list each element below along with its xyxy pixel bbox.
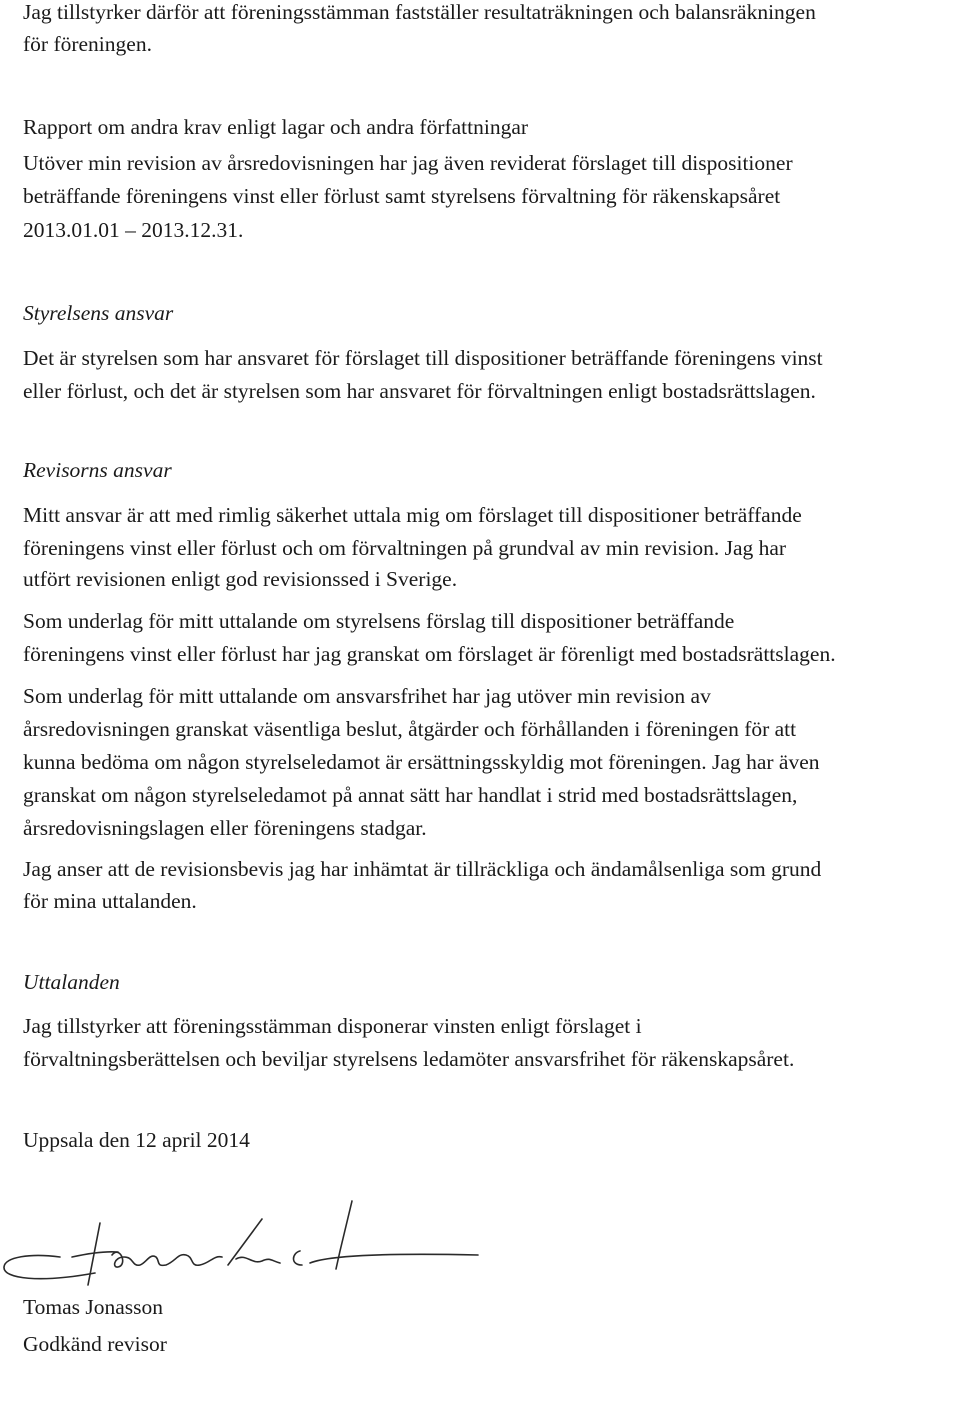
auditor-p1-line-3: utfört revisionen enligt god revisionssed i Sverige. xyxy=(23,567,458,591)
auditor-p3-line-1: Som underlag för mitt uttalande om ansvarsfrihet har jag utöver min revision av xyxy=(23,684,711,708)
intro-line-1: Jag tillstyrker därför att föreningsstämman fastställer resultaträkningen och balansräkningen xyxy=(23,0,816,24)
report-line-3: 2013.01.01 – 2013.12.31. xyxy=(23,218,244,242)
board-line-1: Det är styrelsen som har ansvaret för förslaget till dispositioner beträffande föreningens vinst xyxy=(23,346,823,370)
auditor-p1-line-1: Mitt ansvar är att med rimlig säkerhet uttala mig om förslaget till dispositioner beträffande xyxy=(23,503,802,527)
board-line-2: eller förlust, och det är styrelsen som har ansvaret för förvaltningen enligt bostadsrättslagen. xyxy=(23,379,816,403)
auditor-p4-line-2: för mina uttalanden. xyxy=(23,889,197,913)
section-title-other-requirements: Rapport om andra krav enligt lagar och andra författningar xyxy=(23,115,529,139)
auditor-p3-line-3: kunna bedöma om någon styrelseledamot är ersättningsskyldig mot föreningen. Jag har även xyxy=(23,750,820,774)
heading-statements: Uttalanden xyxy=(23,970,120,994)
auditor-p4-line-1: Jag anser att de revisionsbevis jag har inhämtat är tillräckliga och ändamålsenliga som grund xyxy=(23,857,822,881)
auditor-p3-line-4: granskat om någon styrelseledamot på annat sätt har handlat i strid med bostadsrättslagen, xyxy=(23,783,798,807)
heading-auditor-responsibility: Revisorns ansvar xyxy=(23,458,172,482)
place-date: Uppsala den 12 april 2014 xyxy=(23,1128,250,1152)
signer-name: Tomas Jonasson xyxy=(23,1295,164,1319)
auditor-p2-line-2: föreningens vinst eller förlust har jag granskat om förslaget är förenligt med bostadsrättslagen. xyxy=(23,642,836,666)
auditor-p2-line-1: Som underlag för mitt uttalande om styrelsens förslag till dispositioner beträffande xyxy=(23,609,735,633)
auditor-p1-line-2: föreningens vinst eller förlust och om förvaltningen på grundval av min revision. Jag har xyxy=(23,536,787,560)
statements-line-2: förvaltningsberättelsen och beviljar styrelsens ledamöter ansvarsfrihet för räkenskapsåret. xyxy=(23,1047,795,1071)
auditor-p3-line-2: årsredovisningen granskat väsentliga beslut, åtgärder och förhållanden i föreningen för att xyxy=(23,717,797,741)
report-line-2: beträffande föreningens vinst eller förlust samt styrelsens förvaltning för räkenskapsåret xyxy=(23,184,781,208)
statements-line-1: Jag tillstyrker att föreningsstämman disponerar vinsten enligt förslaget i xyxy=(23,1014,642,1038)
heading-board-responsibility: Styrelsens ansvar xyxy=(23,301,174,325)
report-line-1: Utöver min revision av årsredovisningen har jag även reviderat förslaget till dispositioner xyxy=(23,151,793,175)
signer-title: Godkänd revisor xyxy=(23,1332,167,1356)
auditor-p3-line-5: årsredovisningslagen eller föreningens stadgar. xyxy=(23,816,427,840)
intro-line-2: för föreningen. xyxy=(23,32,152,56)
